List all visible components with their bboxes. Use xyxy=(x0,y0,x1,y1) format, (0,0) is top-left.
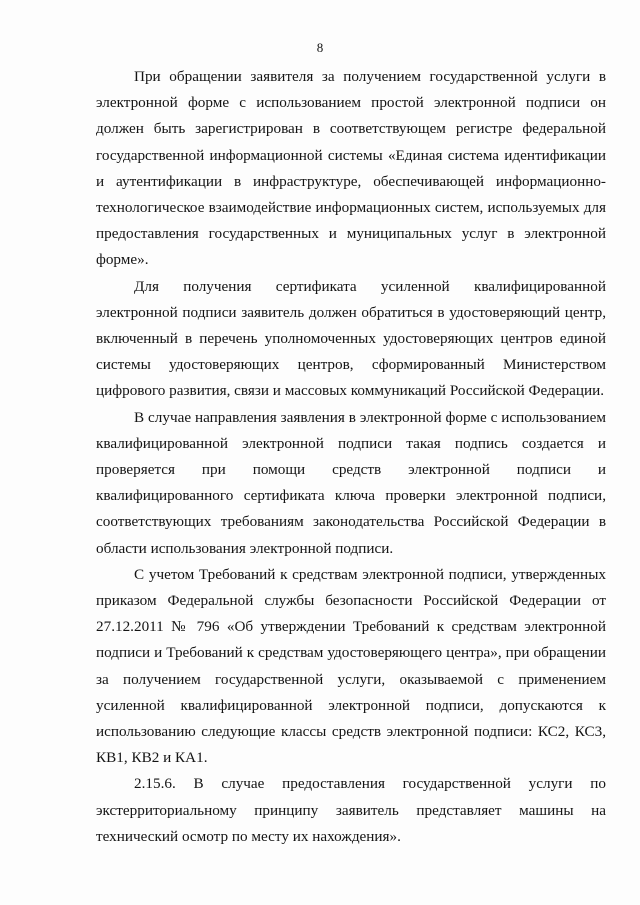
page-number: 8 xyxy=(316,40,324,55)
paragraph-2-15-6: 2.15.6. В случае предоставления государственной услуги по экстерриториальному принципу заявитель представляет машины на технический осмотр по месту их нахождения». xyxy=(96,775,606,845)
paragraph-qualified-certificate: Для получения сертификата усиленной квалифицированной электронной подписи заявитель должен обратиться в удостоверяющий центр, включенный в перечень уполномоченных удостоверяющих центров единой системы удостоверяющих центров, сформированный Министерством цифрового развития, связи и массовых коммуникаций Российской Федерации. xyxy=(96,277,606,400)
paragraph-signature-classes: С учетом Требований к средствам электронной подписи, утвержденных приказом Федеральной службы безопасности Российской Федерации от 27.12.2011 № 796 «Об утверждении Требований к средствам электронной подписи и Требований к средствам удостоверяющего центра», при обращении за получением государственной услуги, оказываемой с применением усиленной квалифицированной электронной подписи, допускаются к использованию следующие классы средств электронной подписи: КС2, КС3, КВ1, КВ2 и КА1. xyxy=(96,565,606,767)
paragraph-simple-signature: При обращении заявителя за получением государственной услуги в электронной форме с использованием простой электронной подписи он должен быть зарегистрирован в соответствующем регистре федеральной государственной информационной системы «Единая система идентификации и аутентификации в инфраструктуре, обеспечивающей информационно-технологическое взаимодействие информационных систем, используемых для предоставления государственных и муниципальных услуг в электронной форме». xyxy=(96,68,606,269)
document-body xyxy=(96,64,606,850)
paragraph-qualified-signature-check: В случае направления заявления в электронной форме с использованием квалифицированной электронной подписи такая подпись создается и проверяется при помощи средств электронной подписи и квалифицированного сертификата ключа проверки электронной подписи, соответствующих требованиям законодательства Российской Федерации в области использования электронной подписи. xyxy=(96,408,606,557)
